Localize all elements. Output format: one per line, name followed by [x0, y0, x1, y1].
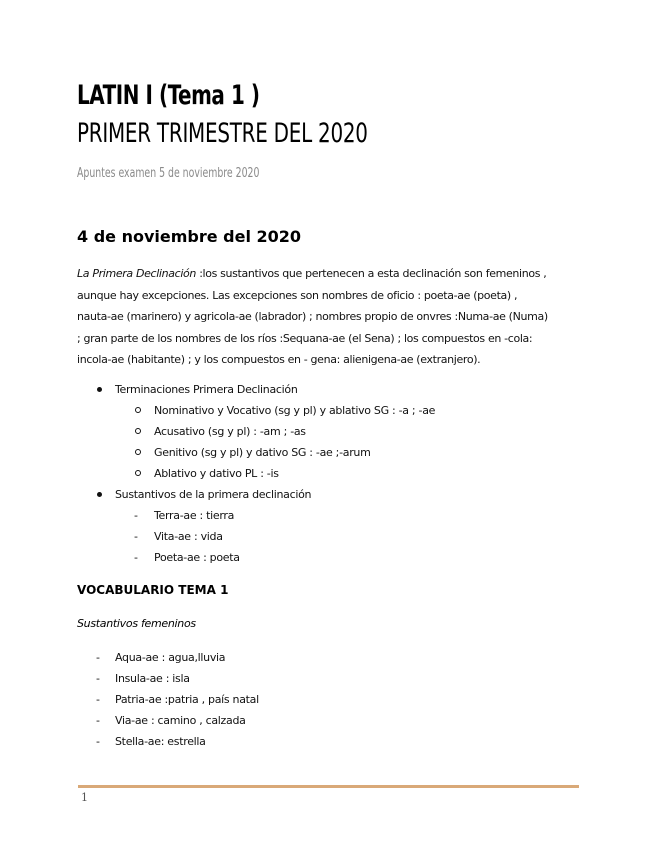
sublist-item-text: Ablativo y dativo PL : -is: [154, 467, 279, 480]
sublist-container: [77, 505, 577, 568]
sublist-item: [115, 526, 577, 547]
bullet-item-terminaciones: [77, 379, 577, 400]
date-heading: 4 de noviembre del 2020: [77, 227, 302, 246]
bullet-dot-icon: [97, 387, 102, 392]
intro-line: nauta-ae (marinero) y agricola-ae (labrador) ; nombres propio de onvres :Numa-ae (Numa): [77, 310, 548, 323]
vocab-item-text: Patria-ae :patria , país natal: [115, 693, 259, 706]
footer-rule: [78, 785, 579, 788]
page-number: 1: [81, 791, 88, 804]
vocab-heading: VOCABULARIO TEMA 1: [77, 583, 229, 597]
vocab-item: [77, 710, 259, 731]
dash-bullet-icon: -: [96, 735, 100, 748]
sublist-item-text: Nominativo y Vocativo (sg y pl) y ablativo SG : -a ; -ae: [154, 404, 436, 417]
vocab-item: [77, 668, 259, 689]
vocab-subheading: Sustantivos femeninos: [77, 617, 196, 630]
dash-bullet-icon: -: [96, 714, 100, 727]
sublist-item-text: Poeta-ae : poeta: [154, 551, 240, 564]
bullet-dot-icon: [97, 492, 102, 497]
hollow-bullet-icon: [135, 470, 141, 476]
intro-paragraph: [77, 263, 582, 371]
vocab-item-text: Via-ae : camino , calzada: [115, 714, 246, 727]
dash-bullet-icon: -: [96, 693, 100, 706]
vocab-item-text: Insula-ae : isla: [115, 672, 190, 685]
document-subtitle: PRIMER TRIMESTRE DEL 2020: [77, 118, 368, 149]
bullet-list: [77, 379, 577, 568]
sublist-terminaciones: [115, 400, 577, 484]
sublist-container: [77, 400, 577, 484]
hollow-bullet-icon: [135, 428, 141, 434]
hollow-bullet-icon: [135, 449, 141, 455]
intro-line: ; gran parte de los nombres de los ríos :Sequana-ae (el Sena) ; los compuestos en -cola:: [77, 331, 533, 345]
vocab-list: [77, 647, 259, 752]
dash-bullet-icon: -: [96, 651, 100, 664]
bullet-item-sustantivos: [77, 484, 577, 505]
vocab-item: [77, 647, 259, 668]
dash-bullet-icon: -: [134, 509, 138, 522]
document-note: Apuntes examen 5 de noviembre 2020: [77, 166, 260, 181]
vocab-item: [77, 731, 259, 752]
bullet-label: Sustantivos de la primera declinación: [115, 488, 312, 501]
sublist-item: [115, 547, 577, 568]
sublist-item-text: Acusativo (sg y pl) : -am ; -as: [154, 425, 306, 438]
intro-line: :los sustantivos que pertenecen a esta declinación son femeninos ,: [196, 267, 547, 280]
dash-bullet-icon: -: [134, 530, 138, 543]
dash-bullet-icon: -: [134, 551, 138, 564]
sublist-item-text: Vita-ae : vida: [154, 530, 223, 543]
hollow-bullet-icon: [135, 407, 141, 413]
sublist-item: [115, 463, 577, 484]
vocab-item: [77, 689, 259, 710]
intro-italic-lead: La Primera Declinación: [77, 267, 197, 280]
sublist-sustantivos: [115, 505, 577, 568]
bullet-label: Terminaciones Primera Declinación: [115, 383, 298, 396]
sublist-item: [115, 505, 577, 526]
vocab-item-text: Stella-ae: estrella: [115, 735, 206, 748]
dash-bullet-icon: -: [96, 672, 100, 685]
intro-line: aunque hay excepciones. Las excepciones son nombres de oficio : poeta-ae (poeta) ,: [77, 288, 518, 302]
intro-line: incola-ae (habitante) ; y los compuestos en - gena: alienigena-ae (extranjero).: [77, 353, 481, 366]
vocab-item-text: Aqua-ae : agua,lluvia: [115, 651, 226, 664]
sublist-item: [115, 442, 577, 463]
sublist-item-text: Genitivo (sg y pl) y dativo SG : -ae ;-arum: [154, 446, 371, 459]
sublist-item-text: Terra-ae : tierra: [154, 509, 235, 522]
sublist-item: [115, 400, 577, 421]
document-title: LATIN I (Tema 1 ): [77, 80, 260, 111]
sublist-item: [115, 421, 577, 442]
